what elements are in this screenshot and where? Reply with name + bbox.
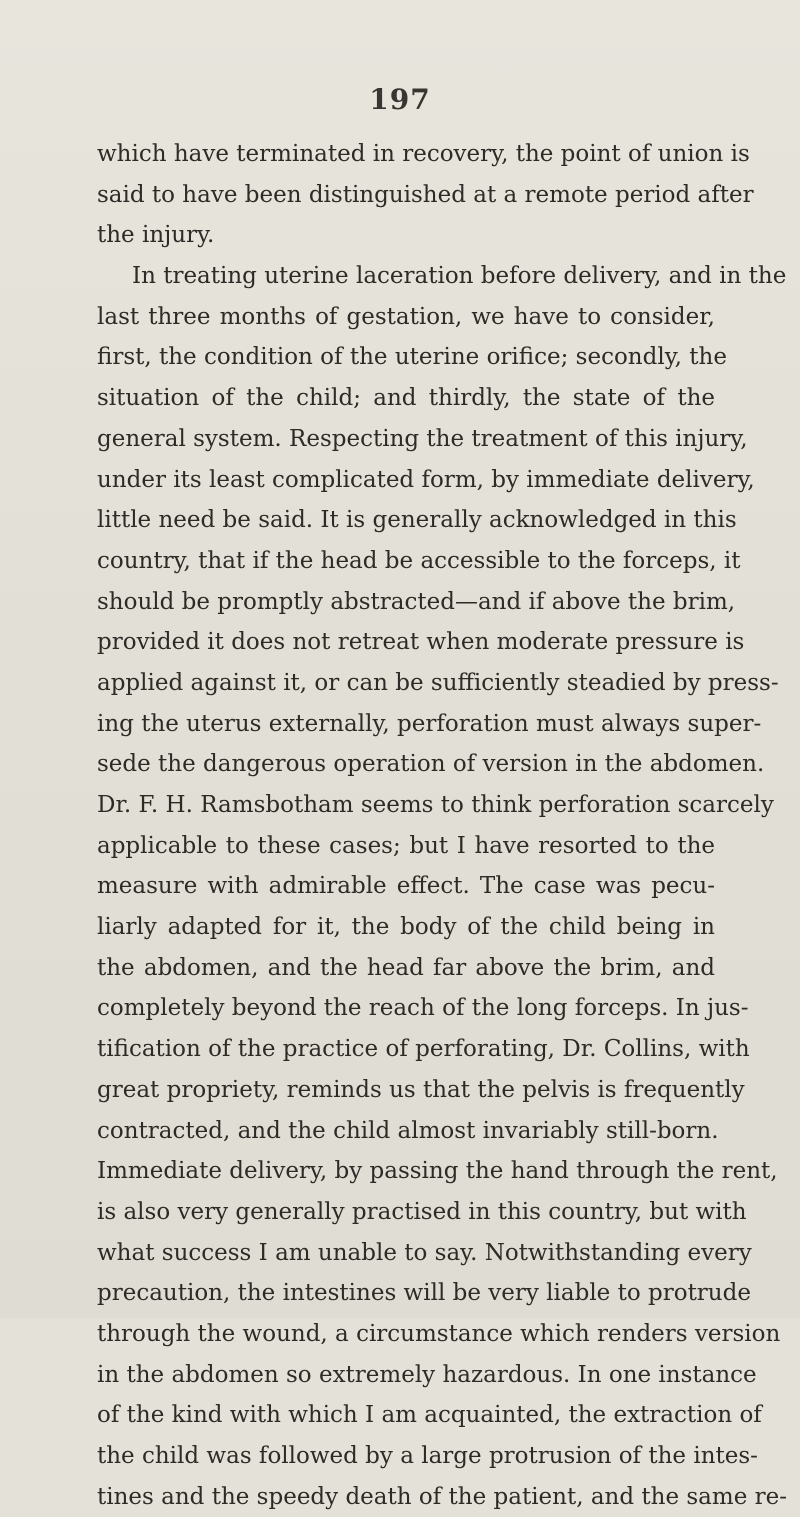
text-line: through the wound, a circumstance which renders version	[97, 1320, 781, 1347]
text-line: liarly adapted for it, the body of the child being in	[97, 914, 715, 941]
text-line: should be promptly abstracted—and if above the brim,	[97, 588, 736, 615]
text-line: said to have been distinguished at a remote period after	[97, 181, 754, 208]
text-line: situation of the child; and thirdly, the state of the	[97, 385, 715, 412]
text-line: precaution, the intestines will be very liable to protrude	[97, 1280, 751, 1307]
text-line: which have terminated in recovery, the point of union is	[97, 141, 750, 167]
text-line: In treating uterine laceration before delivery, and in the	[132, 263, 787, 290]
text-line: is also very generally practised in this country, but with	[97, 1198, 747, 1225]
text-line: Immediate delivery, by passing the hand through the rent,	[97, 1158, 778, 1185]
text-line: measure with admirable effect. The case was pecu-	[97, 873, 715, 900]
text-line: completely beyond the reach of the long forceps. In jus-	[97, 995, 749, 1022]
text-line: provided it does not retreat when moderate pressure is	[97, 629, 745, 656]
body-text	[97, 134, 787, 1517]
text-line: the injury.	[97, 222, 215, 249]
text-line: the abdomen, and the head far above the brim, and	[97, 954, 715, 981]
text-line: tification of the practice of perforating, Dr. Collins, with	[97, 1036, 750, 1063]
text-line: applicable to these cases; but I have resorted to the	[97, 832, 715, 859]
text-line: general system. Respecting the treatment of this injury,	[97, 425, 748, 452]
text-line: ing the uterus externally, perforation must always super-	[97, 710, 762, 737]
text-line: what success I am unable to say. Notwithstanding every	[97, 1239, 752, 1266]
text-line: applied against it, or can be sufficiently steadied by press-	[97, 669, 779, 696]
text-line: last three months of gestation, we have to consider,	[97, 303, 715, 330]
text-line: sede the dangerous operation of version in the abdomen.	[97, 751, 765, 778]
text-line: the child was followed by a large protrusion of the intes-	[97, 1443, 758, 1469]
text-line: Dr. F. H. Ramsbotham seems to think perforation scarcely	[97, 792, 774, 818]
page-number: 197	[369, 83, 431, 116]
text-line: country, that if the head be accessible to the forceps, it	[97, 547, 741, 574]
text-line: contracted, and the child almost invariably still-born.	[97, 1117, 719, 1144]
text-line: in the abdomen so extremely hazardous. In one instance	[97, 1361, 757, 1388]
text-line: tines and the speedy death of the patient, and the same re-	[97, 1483, 787, 1510]
text-line: little need be said. It is generally acknowledged in this	[97, 507, 737, 534]
text-line: first, the condition of the uterine orifice; secondly, the	[97, 344, 727, 371]
text-line: of the kind with which I am acquainted, the extraction of	[97, 1402, 762, 1429]
text-line: great propriety, reminds us that the pelvis is frequently	[97, 1076, 745, 1103]
text-line: under its least complicated form, by immediate delivery,	[97, 466, 755, 493]
